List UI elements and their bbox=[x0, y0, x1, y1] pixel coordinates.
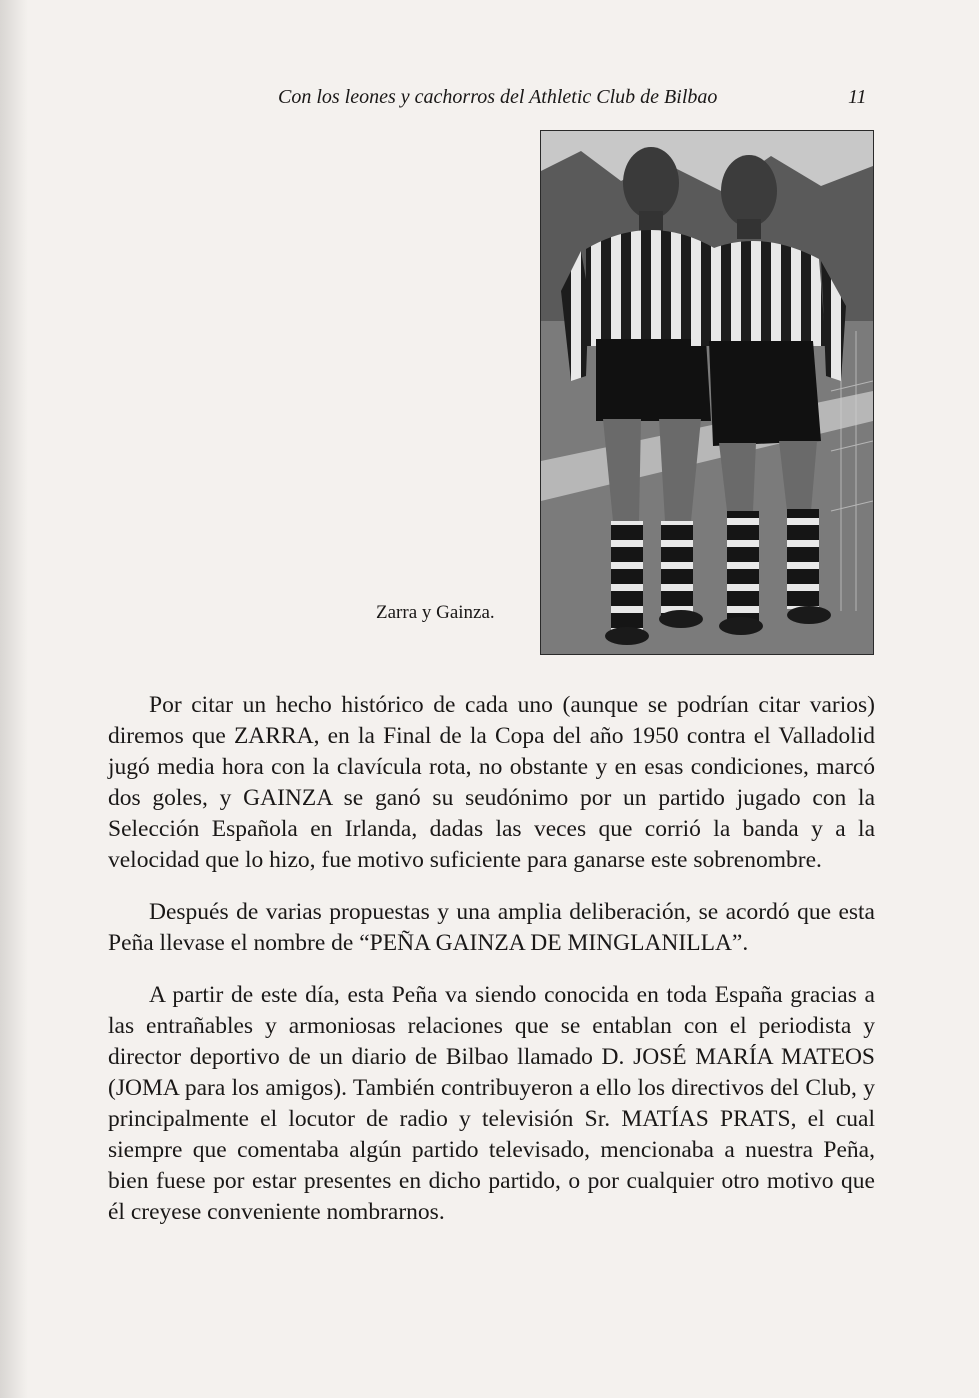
photo-zarra-gainza bbox=[540, 130, 874, 655]
page-number: 11 bbox=[848, 86, 867, 108]
paragraph: Por citar un hecho histórico de cada uno (aunque se podrían citar varios) diremos que ZARRA, en la Final de la Copa del año 1950 contra el Valladolid jugó media hora con la clavícula rota, no obstante y en esas condiciones, marcó dos goles, y GAINZA se ganó su seudónimo por un partido jugado con la Selección Española en Irlanda, dadas las veces que corrió la banda y a la velocidad que lo hizo, fue motivo suficiente para ganarse este sobrenombre. bbox=[108, 692, 875, 873]
paragraph: Después de varias propuestas y una amplia deliberación, se acordó que esta Peña llevase el nombre de “PEÑA GAINZA DE MINGLANILLA”. bbox=[108, 899, 875, 956]
body-text bbox=[108, 690, 875, 1249]
header-title: Con los leones y cachorros del Athletic Club de Bilbao bbox=[278, 86, 718, 108]
photo-caption: Zarra y Gainza. bbox=[376, 602, 495, 623]
page-gutter-shadow bbox=[0, 0, 28, 1398]
running-header bbox=[0, 86, 979, 112]
paragraph: A partir de este día, esta Peña va siendo conocida en toda España gracias a las entrañables y armoniosas relaciones que se entablan con el periodista y director deportivo de un diario de Bilbao llamado D. JOSÉ MARÍA MATEOS (JOMA para los amigos). También contribuyeron a ello los directivos del Club, y principalmente el locutor de radio y televisión Sr. MATÍAS PRATS, el cual siempre que comentaba algún partido televisado, mencionaba a nuestra Peña, bien fuese por estar presentes en dicho partido, o por cualquier otro motivo que él creyese conveniente nombrarnos. bbox=[108, 982, 875, 1225]
